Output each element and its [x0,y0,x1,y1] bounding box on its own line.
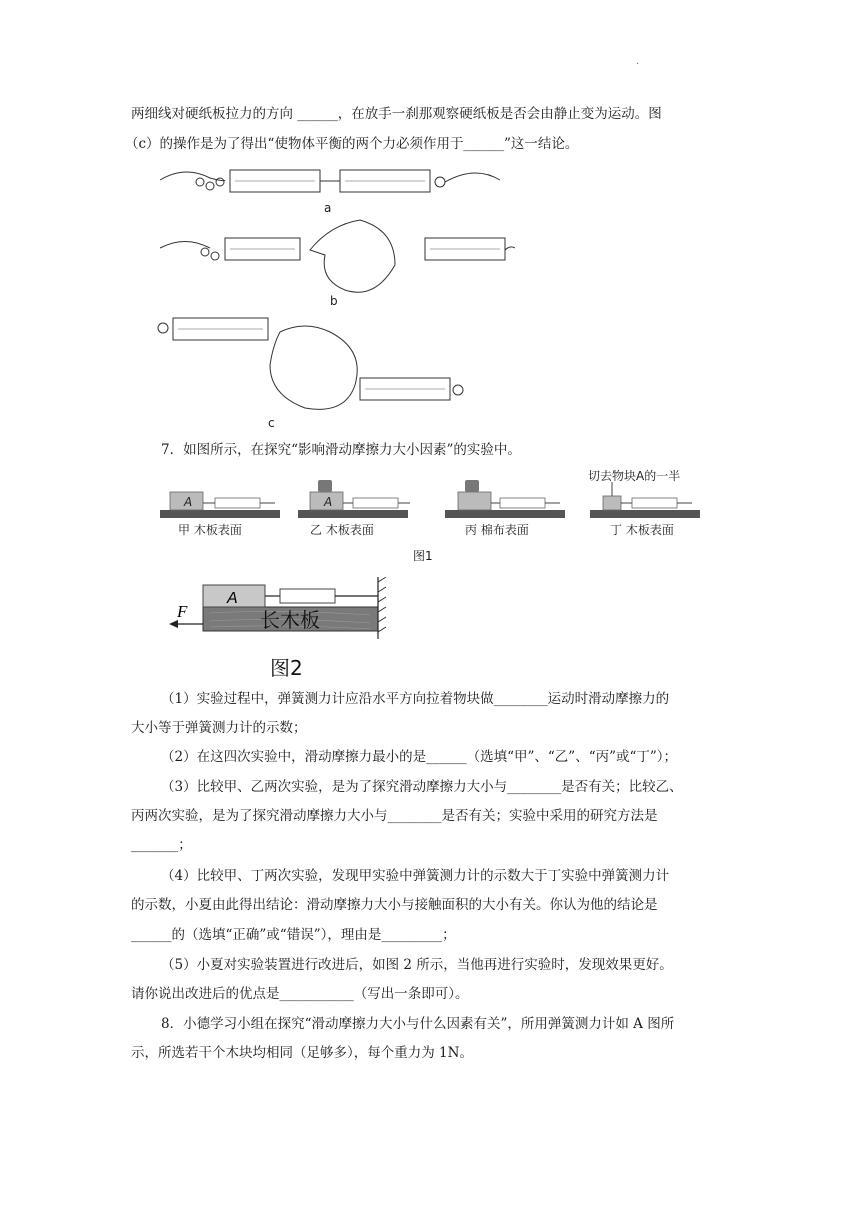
hand-left-a [160,172,225,181]
q8-line1: 8．小德学习小组在探究“滑动摩擦力大小与什么因素有关”，所用弹簧测力计如 A 图所 [161,1016,675,1032]
q7-item3-line2: 丙两次实验，是为了探究滑动摩擦力大小与________是否有关；实验中采用的研究方法是 [131,808,658,824]
board-yi [298,510,408,518]
board-bing [445,510,565,518]
q7-item5-line1: （5）小夏对实验装置进行改进后，如图 2 所示，当他再进行实验时，发现效果更好。 [161,957,673,973]
cardboard-b [310,220,395,292]
cut-note: 切去物块A的一半 [588,469,681,483]
q7-item4-line2: 的示数，小夏由此得出结论：滑动摩擦力大小与接触面积的大小有关。你认为他的结论是 [131,897,658,913]
q7-stem: 7．如图所示，在探究“影响滑动摩擦力大小因素”的实验中。 [161,442,521,458]
panel-ding: 丁 木板表面 [610,523,674,537]
friction-figure-2 [165,577,405,682]
header-dot: . [636,56,640,67]
spring-scale-yi [353,498,398,508]
q7-item2: （2）在这四次实验中，滑动摩擦力最小的是______（选填“甲”、“乙”、“丙”或“丁”）； [161,749,678,765]
block-ding [603,496,621,510]
weight-yi [318,480,332,492]
q7-item3-line3: _______； [131,837,192,853]
panel-bing: 丙 棉布表面 [465,523,529,537]
board-ding [590,510,700,518]
spring-scale-jia [215,498,260,508]
panel-yi: 乙 木板表面 [310,523,374,537]
fig1-caption: 图1 [413,549,433,563]
q7-item4-line3: ______的（选填“正确”或“错误”），理由是_________； [131,927,456,943]
block-label-jia: A [184,495,193,509]
q7-item1-line2: 大小等于弹簧测力计的示数； [131,720,307,736]
spring-scale-bing [500,498,545,508]
block-label-yi: A [324,495,333,509]
figure-label-c: c [268,416,275,430]
cardboard-c [270,326,357,409]
block-bing [458,492,491,510]
q7-item1-line1: （1）实验过程中，弹簧测力计应沿水平方向拉着物块做________运动时滑动摩擦力的 [161,691,670,707]
panel-jia: 甲 木板表面 [178,523,242,537]
fig2-caption: 图2 [270,656,303,680]
q7-item4-line1: （4）比较甲、丁两次实验，发现甲实验中弹簧测力计的示数大于丁实验中弹簧测力计 [161,868,670,884]
board-label: 长木板 [260,608,320,632]
q7-item5-line2: 请你说出改进后的优点是___________（写出一条即可）。 [131,986,469,1002]
figure-label-a: a [324,201,332,215]
fig2-block-label: A [227,590,238,607]
q8-line2: 示，所选若干个木块均相同（足够多），每个重力为 1N。 [131,1045,473,1061]
force-label: F [177,602,188,621]
friction-figure-1 [160,468,705,543]
paragraph-line-2: （c）的操作是为了得出“使物体平衡的两个力必须作用于______”这一结论。 [125,136,579,152]
paragraph-line-1: 两细线对硬纸板拉力的方向 ______，在放手一刹那观察硬纸板是否会由静止变为运动。图 [131,106,662,122]
q7-item3-line1: （3）比较甲、乙两次实验，是为了探究滑动摩擦力大小与________是否有关；比较乙、 [161,779,683,795]
spring-scale-ding [632,498,677,508]
weight-bing [465,480,479,492]
figure-label-b: b [330,294,338,308]
board-jia [160,510,280,518]
spring-scale-fig2 [280,589,335,603]
